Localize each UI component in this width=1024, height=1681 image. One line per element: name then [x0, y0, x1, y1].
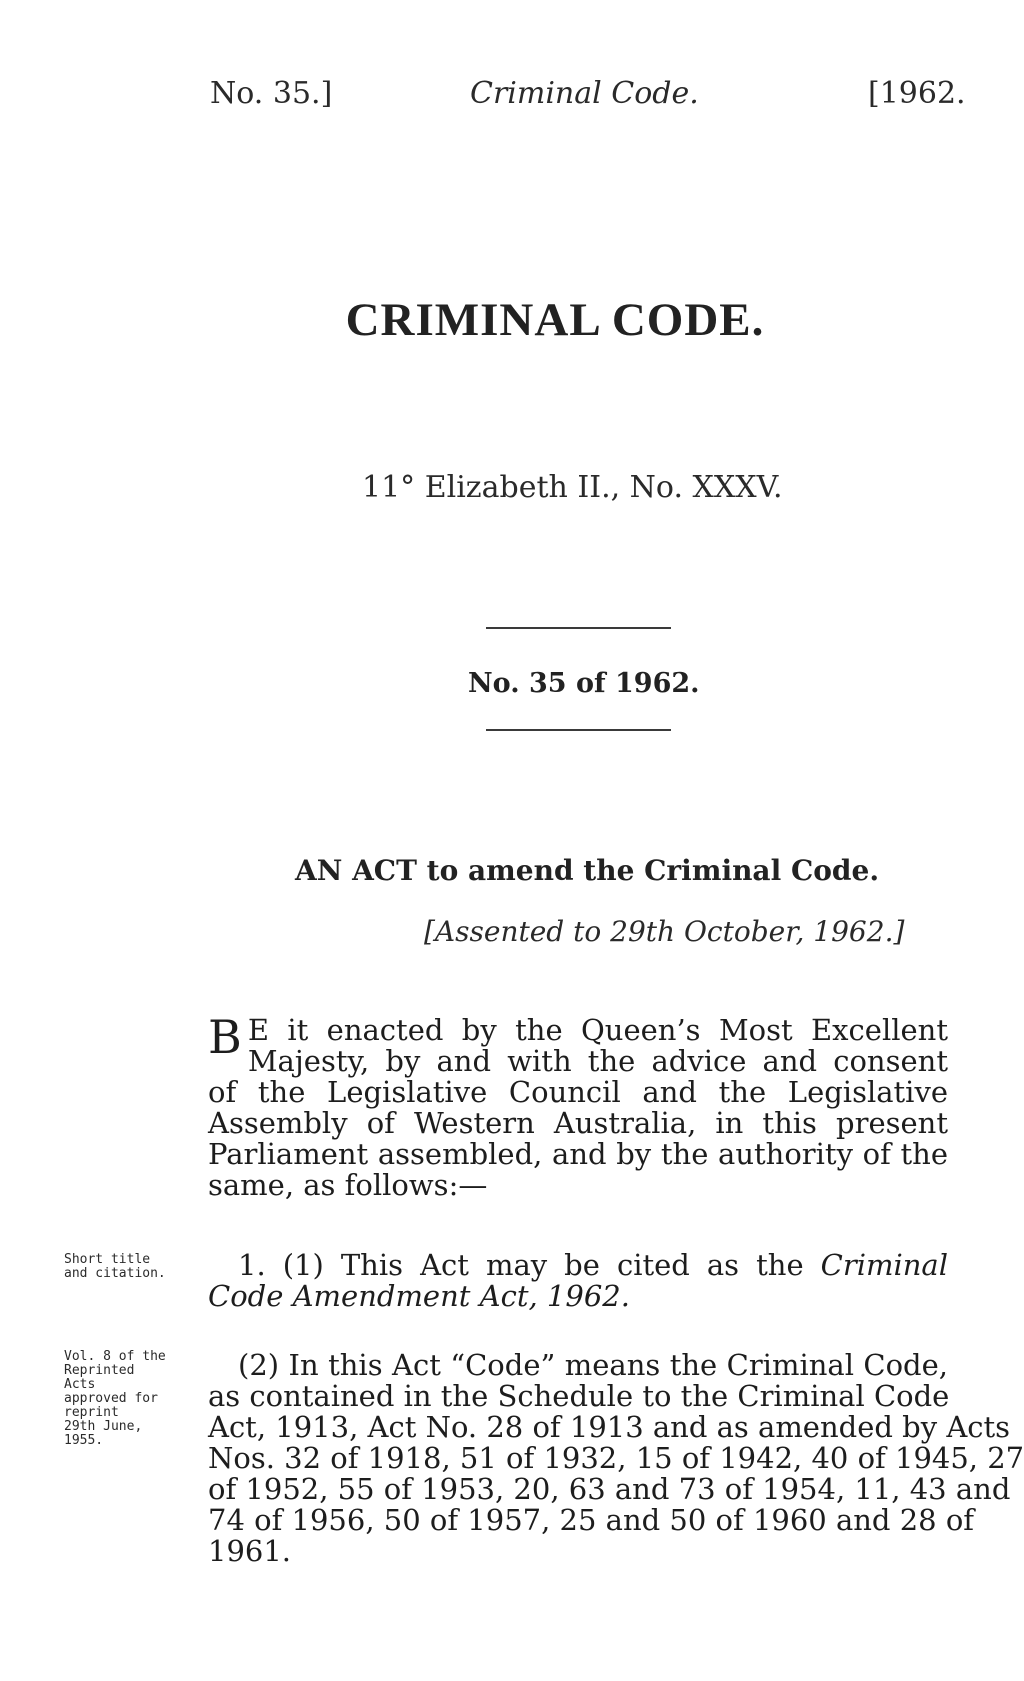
enacting-line: Assembly of Western Australia, in this present [208, 1106, 948, 1140]
divider-top [486, 627, 671, 629]
enacting-line: same, as follows:— [208, 1168, 488, 1202]
page-title: CRIMINAL CODE. [345, 294, 765, 346]
margin-note-line: Acts [64, 1377, 96, 1392]
regnal-year: 11° Elizabeth II., No. XXXV. [362, 470, 783, 505]
margin-note-line: reprint [64, 1405, 119, 1420]
margin-note-line: Vol. 8 of the [64, 1349, 166, 1364]
margin-note-reprint [64, 1350, 194, 1448]
header-act-number: No. 35.] [210, 76, 333, 111]
section-italic-text: Criminal [820, 1248, 948, 1282]
margin-note-line: Reprinted [64, 1363, 135, 1378]
section-1-1 [208, 1250, 948, 1312]
margin-note-line: and citation. [64, 1266, 166, 1281]
section-line: as contained in the Schedule to the Criminal Code [208, 1379, 950, 1413]
long-title: AN ACT to amend the Criminal Code. [295, 854, 880, 887]
section-1-2 [208, 1348, 1024, 1568]
enacting-line: Parliament assembled, and by the authority of the [208, 1137, 948, 1171]
margin-note-line: Short title [64, 1252, 151, 1267]
margin-note-line: approved for [64, 1391, 158, 1406]
section-line: 74 of 1956, 50 of 1957, 25 and 50 of 1960 and 28 of [208, 1503, 975, 1537]
enacting-line: of the Legislative Council and the Legislative [208, 1075, 948, 1109]
section-line: Nos. 32 of 1918, 51 of 1932, 15 of 1942, 40 of 1945, 27 [208, 1441, 1024, 1475]
margin-note-line: 1955. [64, 1433, 104, 1448]
section-line: Act, 1913, Act No. 28 of 1913 and as amended by Acts [208, 1410, 1011, 1444]
drop-cap: B [208, 1010, 242, 1064]
header-short-title: Criminal Code. [470, 76, 699, 111]
header-year: [1962. [868, 76, 966, 111]
section-line: (2) In this Act “Code” means the Criminal Code, [238, 1348, 948, 1382]
section-line [208, 1250, 948, 1281]
assent-date: [Assented to 29th October, 1962.] [424, 915, 905, 948]
enacting-line: Majesty, by and with the advice and consent [247, 1044, 948, 1078]
act-number: No. 35 of 1962. [468, 668, 700, 699]
margin-note-short-title [64, 1253, 194, 1281]
section-line [208, 1281, 948, 1312]
section-line: 1961. [208, 1534, 292, 1568]
section-text: 1. (1) This Act may be cited as the [238, 1248, 821, 1282]
enacting-line: E it enacted by the Queen’s Most Excellent [247, 1013, 948, 1047]
margin-note-line: 29th June, [64, 1419, 143, 1434]
divider-bottom [486, 729, 671, 731]
section-italic-text: Code Amendment Act, 1962. [208, 1279, 630, 1313]
section-line: of 1952, 55 of 1953, 20, 63 and 73 of 1954, 11, 43 and [208, 1472, 1011, 1506]
enacting-clause [208, 1010, 948, 1202]
